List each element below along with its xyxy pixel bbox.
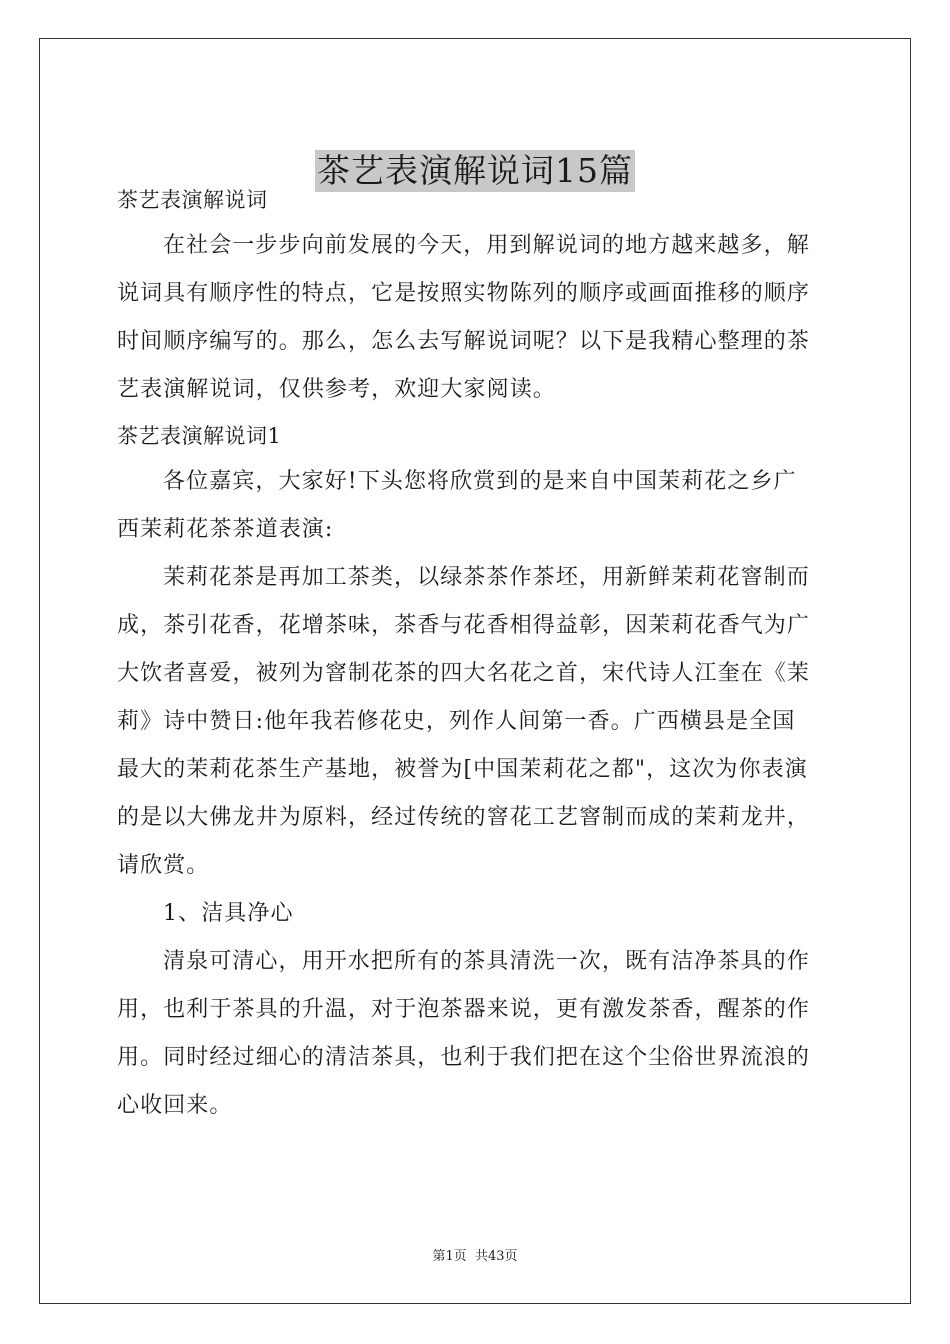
jasmine-tea-paragraph — [117, 554, 833, 890]
intro-paragraph — [117, 222, 833, 414]
section-heading: 茶艺表演解说词1 — [117, 424, 282, 448]
text-line: 西茉莉花茶茶道表演: — [117, 517, 334, 542]
text-line: 成，茶引花香，花增茶味，茶香与花香相得益彰，因茉莉花香气为广 — [117, 613, 811, 638]
text-line: 大饮者喜爱，被列为窨制花茶的四大名花之首，宋代诗人江奎在《茉 — [117, 661, 811, 686]
text-line: 茉莉花茶是再加工茶类，以绿茶茶作茶坯，用新鲜茉莉花窨制而 — [163, 565, 810, 590]
document-title: 茶艺表演解说词15篇 — [317, 151, 633, 191]
page-total: 共43页 — [474, 1249, 518, 1264]
page-number: 第1页 — [432, 1249, 467, 1264]
document-body — [117, 178, 833, 1130]
text-line: 清泉可清心，用开水把所有的茶具清洗一次，既有洁净茶具的作 — [163, 949, 810, 974]
text-line: 请欣赏。 — [117, 853, 210, 878]
text-line: 用。同时经过细心的清洁茶具，也利于我们把在这个尘俗世界流浪的 — [117, 1045, 811, 1070]
text-line: 莉》诗中赞日:他年我若修花史，列作人间第一香。广西横县是全国 — [117, 709, 796, 734]
text-line: 各位嘉宾，大家好!下头您将欣赏到的是来自中国茉莉花之乡广 — [163, 469, 797, 494]
text-line: 时间顺序编写的。那么，怎么去写解说词呢？以下是我精心整理的茶 — [117, 329, 811, 354]
text-line: 心收回来。 — [117, 1093, 233, 1118]
text-line: 最大的茉莉花茶生产基地，被誉为[中国茉莉花之都"，这次为你表演 — [117, 757, 808, 782]
text-line: 用，也利于茶具的升温，对于泡茶器来说，更有激发茶香，醒茶的作 — [117, 997, 811, 1022]
step-heading: 1、洁具净心 — [163, 901, 294, 926]
text-line: 在社会一步步向前发展的今天，用到解说词的地方越来越多，解 — [163, 233, 810, 258]
greeting-paragraph — [117, 458, 833, 554]
step1-paragraph — [117, 938, 833, 1130]
text-line: 的是以大佛龙井为原料，经过传统的窨花工艺窨制而成的茉莉龙井， — [117, 805, 811, 830]
page-footer — [0, 1248, 950, 1266]
text-line: 说词具有顺序性的特点，它是按照实物陈列的顺序或画面推移的顺序 — [117, 281, 811, 306]
text-line: 艺表演解说词，仅供参考，欢迎大家阅读。 — [117, 377, 556, 402]
intro-heading: 茶艺表演解说词 — [117, 188, 268, 212]
